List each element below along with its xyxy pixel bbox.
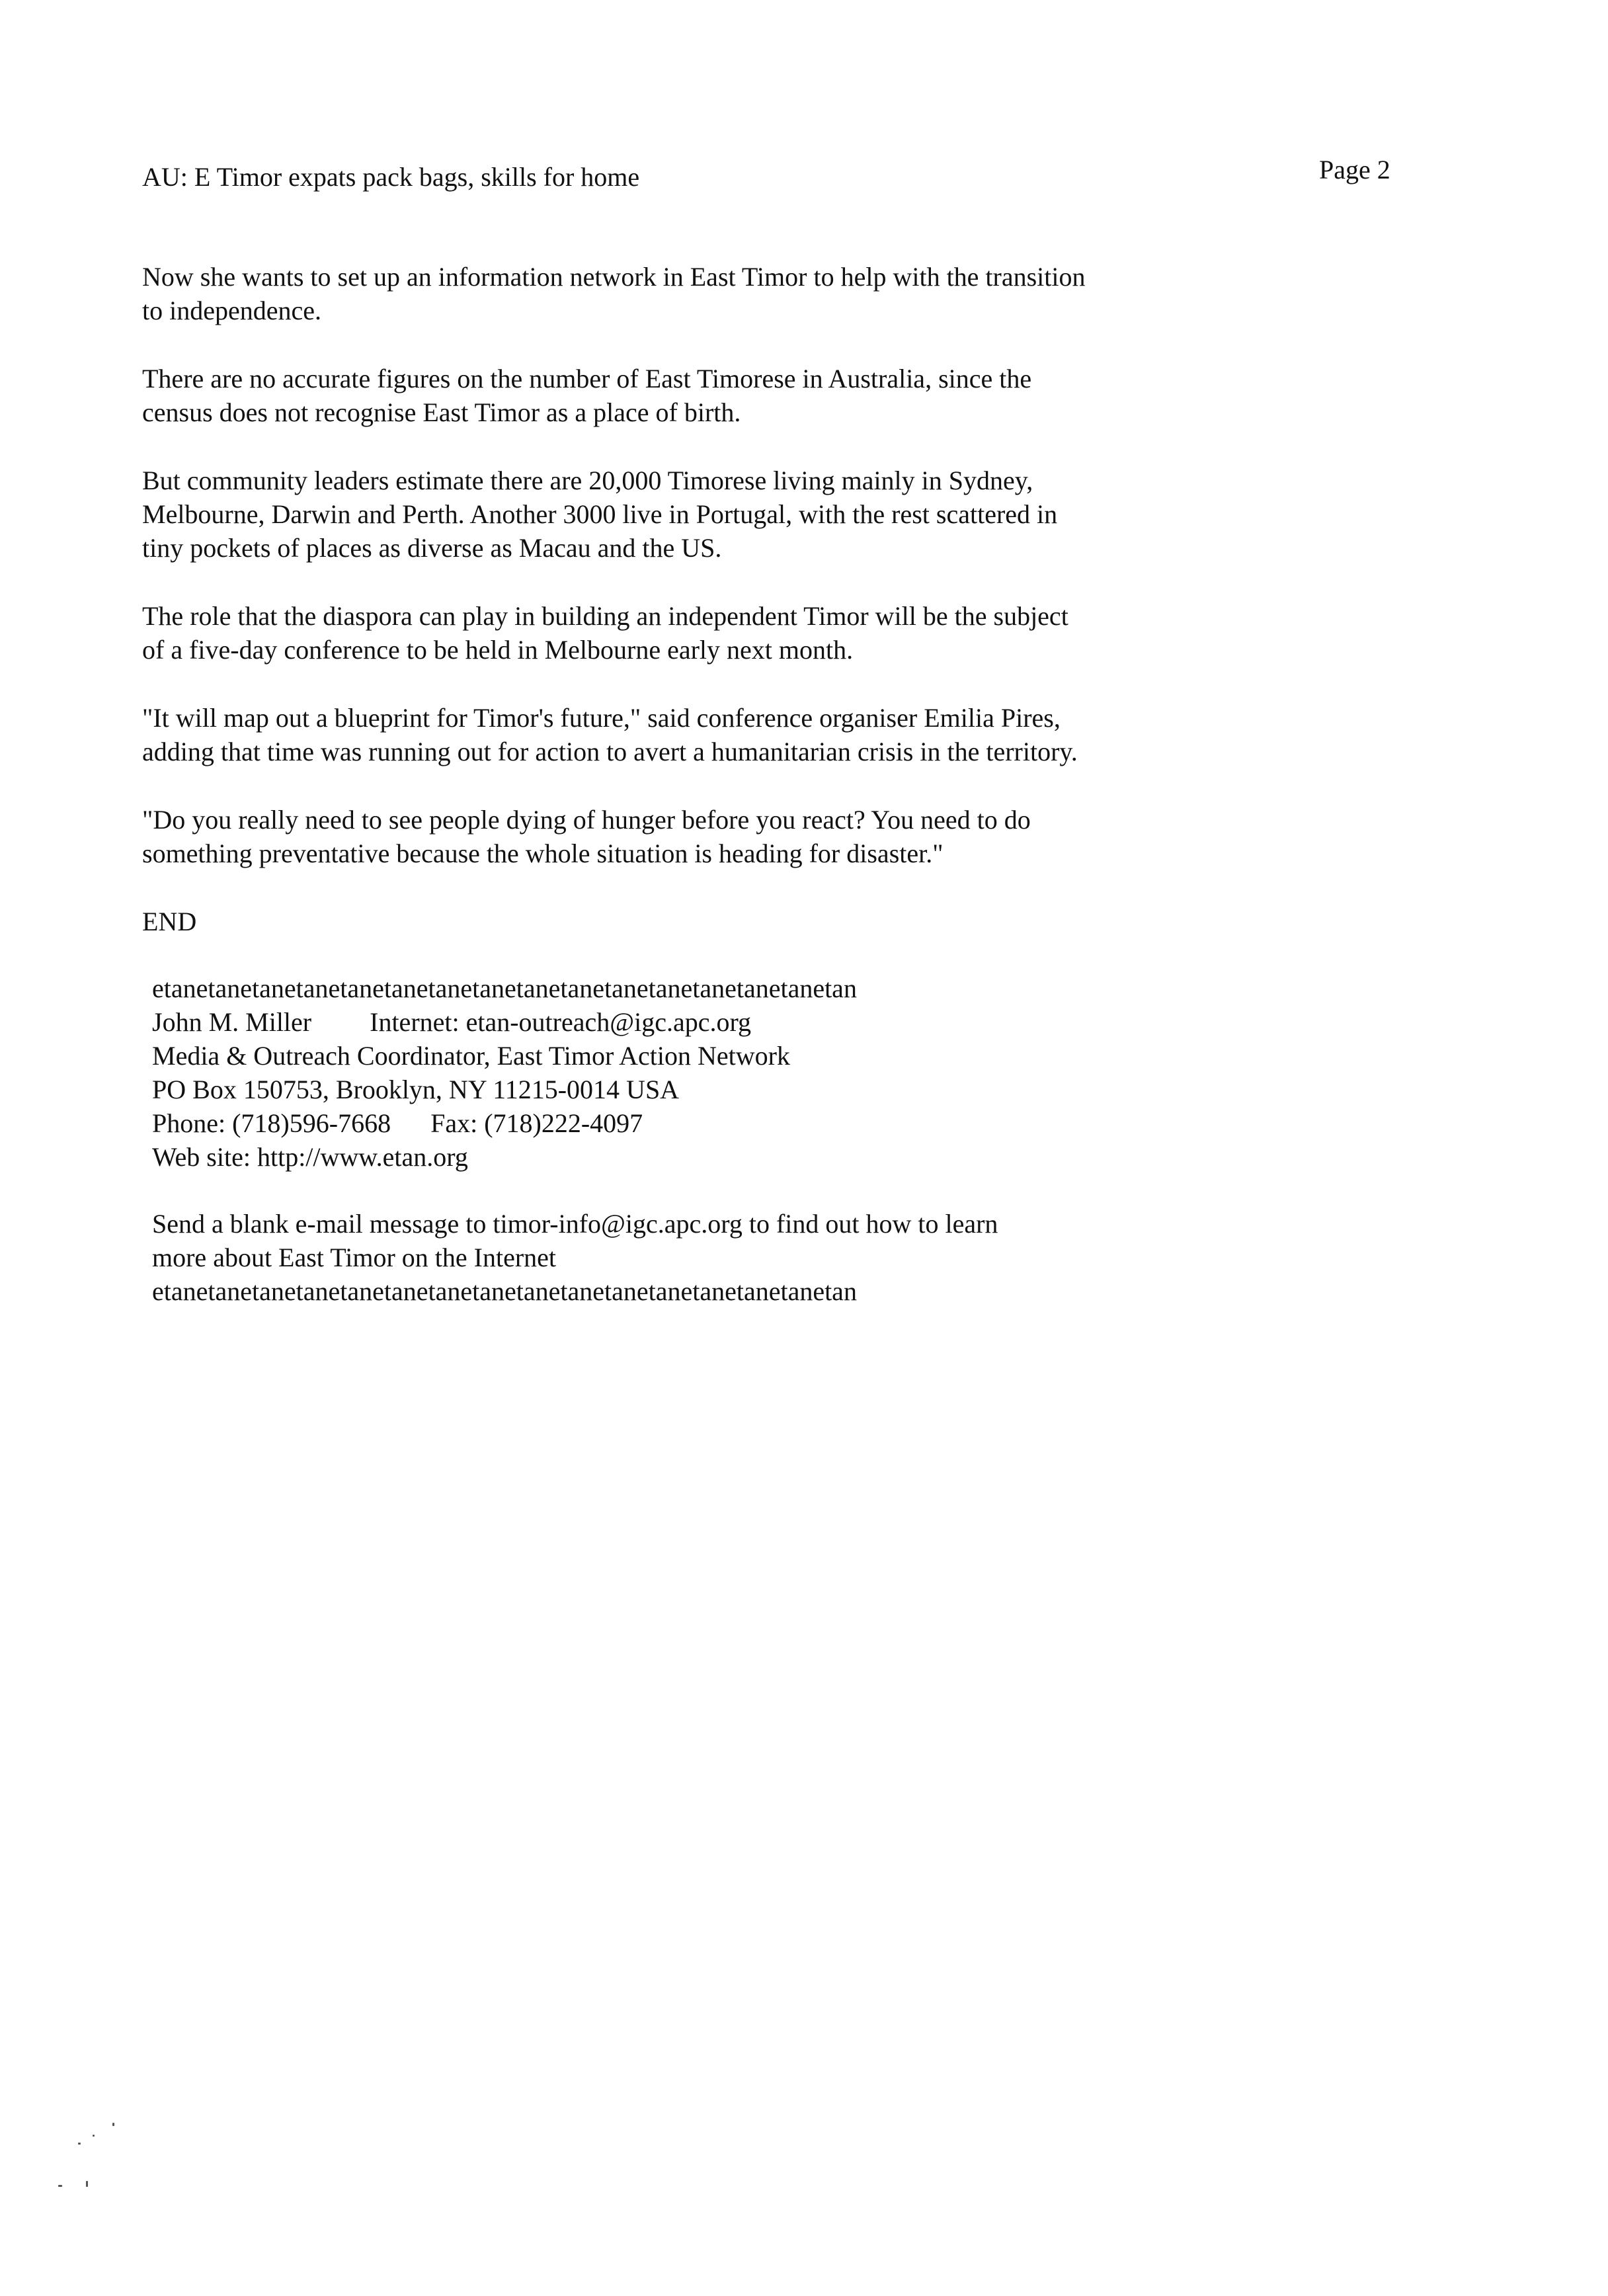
contact-phone-fax	[152, 1106, 1094, 1140]
scan-speck	[58, 2185, 62, 2187]
contact-website: Web site: http://www.etan.org	[152, 1142, 468, 1172]
document-title: AU: E Timor expats pack bags, skills for home	[142, 162, 640, 192]
end-marker: END	[142, 907, 197, 936]
scan-speck	[86, 2181, 88, 2187]
contact-phone: Phone: (718)596-7668	[152, 1108, 391, 1138]
contact-address: PO Box 150753, Brooklyn, NY 11215-0014 USA	[152, 1075, 680, 1104]
footer-note	[142, 1207, 1094, 1308]
footer-separator: etanetanetanetanetanetanetanetanetanetanetanetanetanetanetanetan	[152, 1276, 857, 1306]
article-body	[142, 260, 1094, 1341]
paragraph-2: There are no accurate figures on the number of East Timorese in Australia, since the census does not recognise East Timor as a place of birth.	[142, 364, 1032, 427]
contact-internet: Internet: etan-outreach@igc.apc.org	[370, 1007, 752, 1037]
contact-name: John M. Miller	[152, 1007, 312, 1037]
scan-speck	[112, 2123, 114, 2126]
contact-line	[152, 1005, 1094, 1039]
footer-note-line-2: more about East Timor on the Internet	[152, 1243, 557, 1272]
paragraph-1: Now she wants to set up an information network in East Timor to help with the transition to independence.	[142, 262, 1086, 325]
footer-note-line-1: Send a blank e-mail message to timor-info@igc.apc.org to find out how to learn	[152, 1209, 998, 1239]
contact-role: Media & Outreach Coordinator, East Timor Action Network	[152, 1041, 790, 1071]
signature-block	[142, 971, 1094, 1174]
paragraph-6: "Do you really need to see people dying of hunger before you react? You need to do something preventative because the whole situation is heading for disaster."	[142, 805, 1031, 868]
paragraph-5: "It will map out a blueprint for Timor's future," said conference organiser Emilia Pires, adding that time was running out for action to avert a humanitarian crisis in the territory.	[142, 703, 1078, 766]
scan-speck	[93, 2135, 95, 2137]
scan-speck	[78, 2143, 81, 2145]
signature-separator: etanetanetanetanetanetanetanetanetanetanetanetanetanetanetanetan	[152, 973, 857, 1003]
page-number: Page 2	[1319, 155, 1390, 184]
paragraph-4: The role that the diaspora can play in building an independent Timor will be the subject of a five-day conference to be held in Melbourne early next month.	[142, 601, 1068, 665]
contact-fax: Fax: (718)222-4097	[430, 1108, 643, 1138]
paragraph-3: But community leaders estimate there are 20,000 Timorese living mainly in Sydney, Melbourne, Darwin and Perth. Another 3000 live in Portugal, with the rest scattered in tiny pockets of places as diverse as Macau and the US.	[142, 466, 1058, 563]
